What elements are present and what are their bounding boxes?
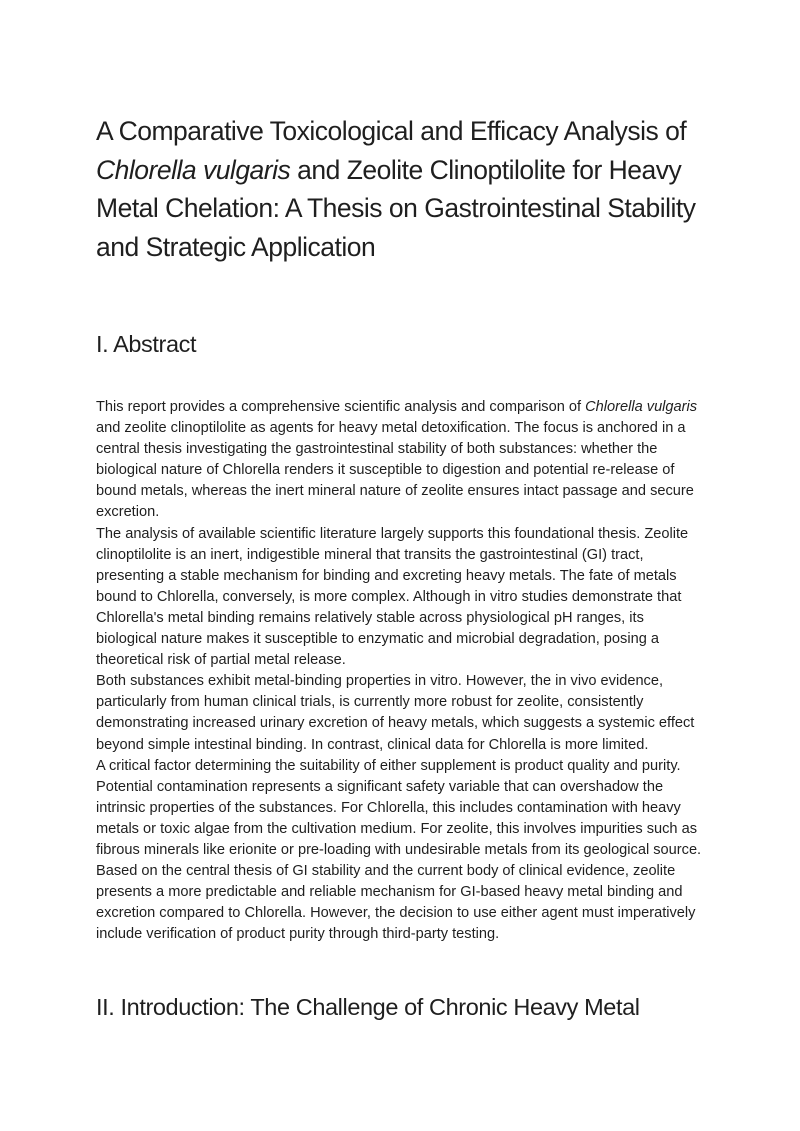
abstract-paragraph-5: Based on the central thesis of GI stability and the current body of clinical evidence, zeolite presents a more predictable and reliable mechanism for GI-based heavy metal binding and excretion compared to Chlorella. However, the decision to use either agent must imperatively include verification of product purity through third-party testing. [96,863,696,943]
abstract-p1-post: and zeolite clinoptilolite as agents for heavy metal detoxification. The focus is anchored in a central thesis investigating the gastrointestinal stability of both substances: whether the biological nature of Chlorella renders it susceptible to digestion and potential re-release of bound metals, whereas the inert mineral nature of zeolite ensures intact passage and secure excretion. [96,420,694,521]
title-text-part1: A Comparative Toxicological and Efficacy Analysis of [96,116,687,146]
abstract-p1-pre: This report provides a comprehensive scientific analysis and comparison of [96,399,586,415]
title-species-name: Chlorella vulgaris [96,154,291,185]
abstract-p1-species-name: Chlorella vulgaris [585,399,698,415]
abstract-paragraph-3: Both substances exhibit metal-binding properties in vitro. However, the in vivo evidence, particularly from human clinical trials, is currently more robust for zeolite, consistently demonstrating increased urinary excretion of heavy metals, which suggests a systemic effect beyond simple intestinal binding. In contrast, clinical data for Chlorella is more limited. [96,673,695,753]
abstract-paragraph-4: A critical factor determining the suitability of either supplement is product quality and purity. Potential contamination represents a significant safety variable that can overshadow the intrinsic properties of the substances. For Chlorella, this includes contamination with heavy metals or toxic algae from the cultivation medium. For zeolite, this involves impurities such as fibrous minerals like erionite or pre-loading with undesirable metals from its geological source. [96,757,702,858]
document-title [96,112,716,266]
abstract-paragraph-1 [96,397,708,524]
abstract-body [96,397,708,945]
abstract-paragraph-2: The analysis of available scientific literature largely supports this foundational thesis. Zeolite clinoptilolite is an inert, indigestible mineral that transits the gastrointestinal (GI) tract, presenting a stable mechanism for binding and excreting heavy metals. The fate of metals bound to Chlorella, conversely, is more complex. Although in vitro studies demonstrate that Chlorella's metal binding remains relatively stable across physiological pH ranges, its biological nature makes it susceptible to enzymatic and microbial degradation, posing a theoretical risk of partial metal release. [96,525,689,669]
abstract-heading: I. Abstract [96,331,197,357]
title-text-part2: and Zeolite Clinoptilolite for Heavy Metal Chelation: A Thesis on Gastrointestinal Stability and Strategic Application [96,154,696,262]
introduction-heading: II. Introduction: The Challenge of Chronic Heavy Metal [96,994,640,1020]
